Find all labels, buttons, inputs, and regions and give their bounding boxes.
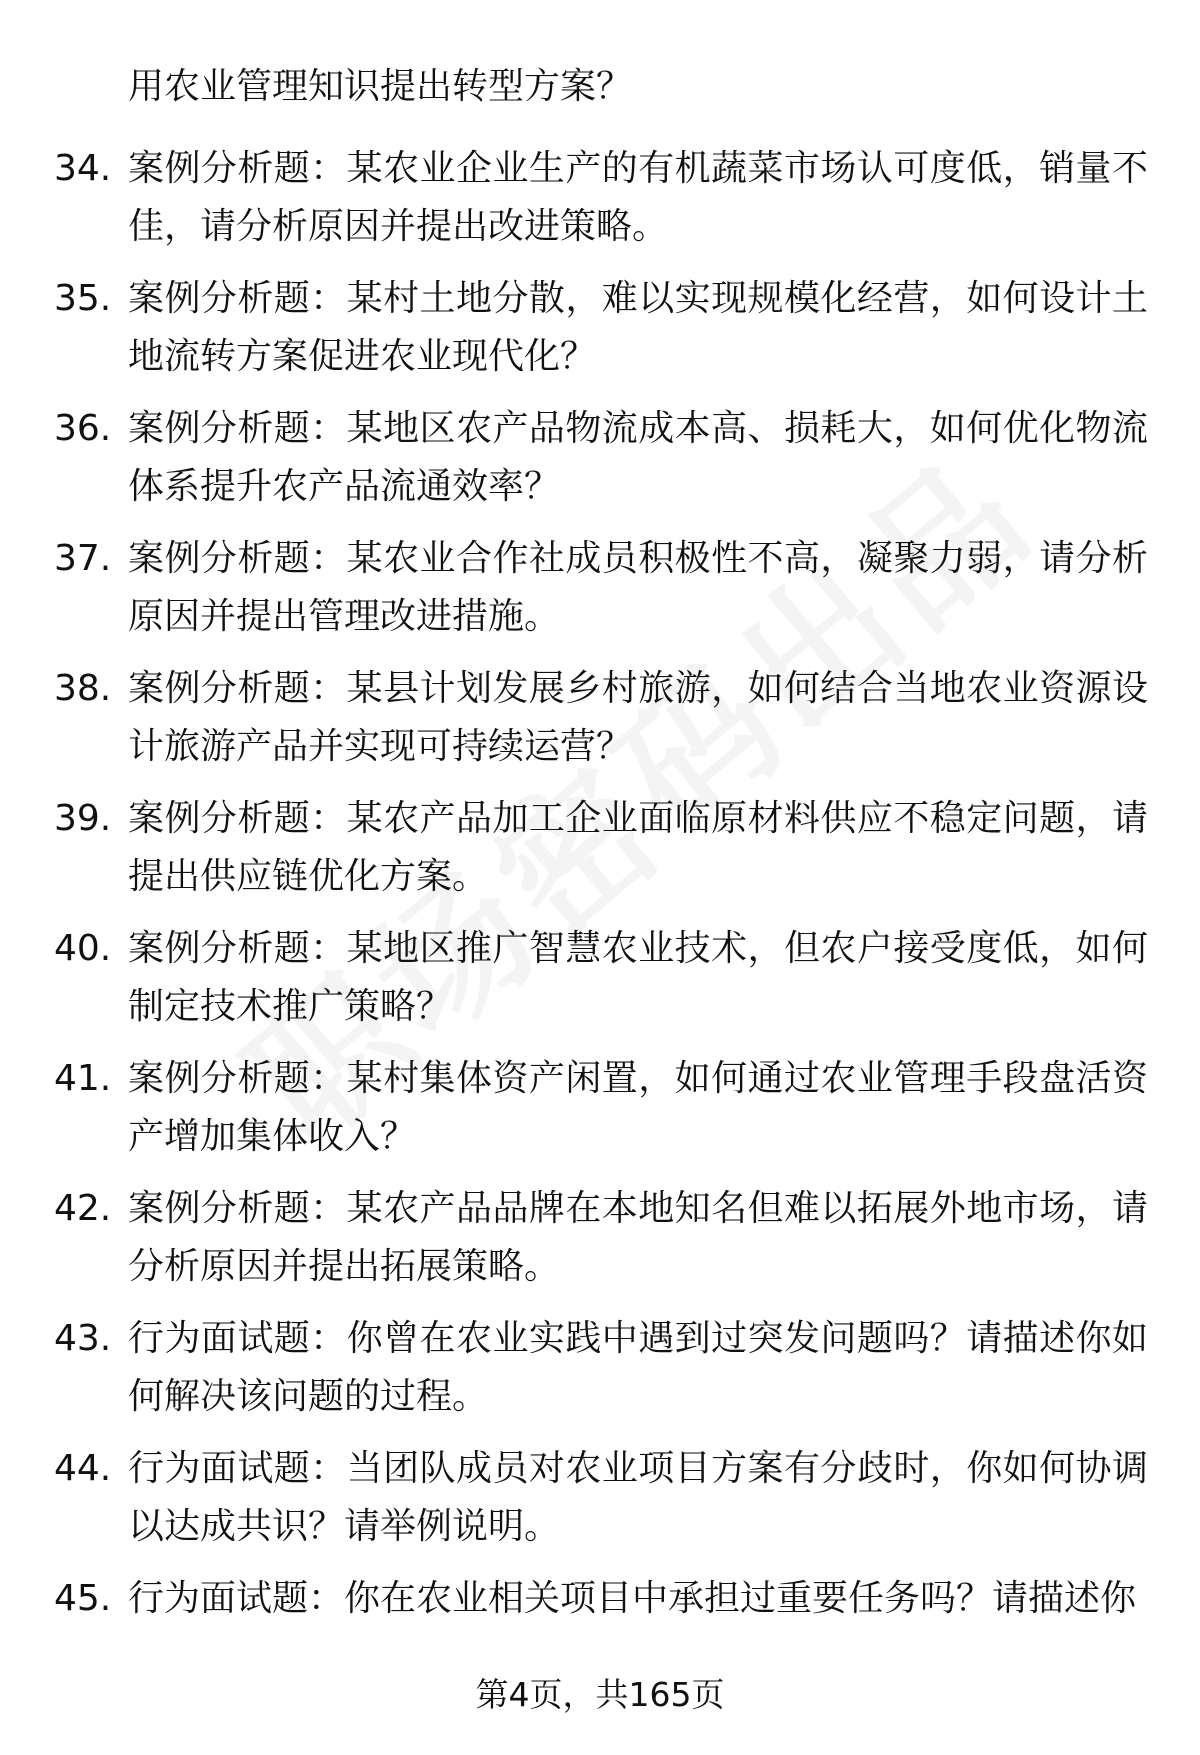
question-number: 37. bbox=[54, 538, 112, 579]
question-number: 44. bbox=[54, 1448, 112, 1489]
question-item bbox=[0, 270, 1200, 400]
question-number: 36. bbox=[54, 408, 112, 449]
question-item bbox=[0, 530, 1200, 660]
question-list bbox=[0, 140, 1200, 1700]
question-number: 38. bbox=[54, 668, 112, 709]
question-number: 35. bbox=[54, 278, 112, 319]
question-text: 案例分析题：某农产品加工企业面临原材料供应不稳定问题，请提出供应链优化方案。 bbox=[128, 798, 1148, 897]
page-footer: 第4页，共165页 bbox=[475, 1675, 725, 1714]
question-number: 45. bbox=[54, 1578, 112, 1619]
question-item bbox=[0, 790, 1200, 920]
question-text: 案例分析题：某地区推广智慧农业技术，但农户接受度低，如何制定技术推广策略？ bbox=[128, 928, 1148, 1027]
question-text: 行为面试题：你在农业相关项目中承担过重要任务吗？请描述你 bbox=[128, 1578, 1137, 1619]
question-text: 案例分析题：某农业合作社成员积极性不高，凝聚力弱，请分析原因并提出管理改进措施。 bbox=[128, 538, 1148, 637]
question-number: 41. bbox=[54, 1058, 112, 1099]
question-item bbox=[0, 660, 1200, 790]
question-item bbox=[0, 1180, 1200, 1310]
question-item bbox=[0, 920, 1200, 1050]
question-text: 行为面试题：当团队成员对农业项目方案有分歧时，你如何协调以达成共识？请举例说明。 bbox=[128, 1448, 1148, 1547]
question-number: 34. bbox=[54, 148, 112, 189]
question-text: 案例分析题：某村集体资产闲置，如何通过农业管理手段盘活资产增加集体收入？ bbox=[128, 1058, 1148, 1157]
question-item bbox=[0, 140, 1200, 270]
question-item bbox=[0, 1310, 1200, 1440]
question-item bbox=[0, 1440, 1200, 1570]
question-text: 案例分析题：某村土地分散，难以实现规模化经营，如何设计土地流转方案促进农业现代化？ bbox=[128, 278, 1148, 377]
question-number: 39. bbox=[54, 798, 112, 839]
question-text: 案例分析题：某县计划发展乡村旅游，如何结合当地农业资源设计旅游产品并实现可持续运营？ bbox=[128, 668, 1148, 767]
question-item bbox=[0, 400, 1200, 530]
question-text: 案例分析题：某农产品品牌在本地知名但难以拓展外地市场，请分析原因并提出拓展策略。 bbox=[128, 1188, 1148, 1287]
question-text: 行为面试题：你曾在农业实践中遇到过突发问题吗？请描述你如何解决该问题的过程。 bbox=[128, 1318, 1148, 1417]
question-text: 案例分析题：某地区农产品物流成本高、损耗大，如何优化物流体系提升农产品流通效率？ bbox=[128, 408, 1148, 507]
question-number: 43. bbox=[54, 1318, 112, 1359]
continued-question-text: 用农业管理知识提出转型方案？ bbox=[128, 66, 633, 107]
question-item bbox=[0, 1050, 1200, 1180]
question-number: 40. bbox=[54, 928, 112, 969]
question-text: 案例分析题：某农业企业生产的有机蔬菜市场认可度低，销量不佳，请分析原因并提出改进策略。 bbox=[128, 148, 1148, 247]
question-number: 42. bbox=[54, 1188, 112, 1229]
